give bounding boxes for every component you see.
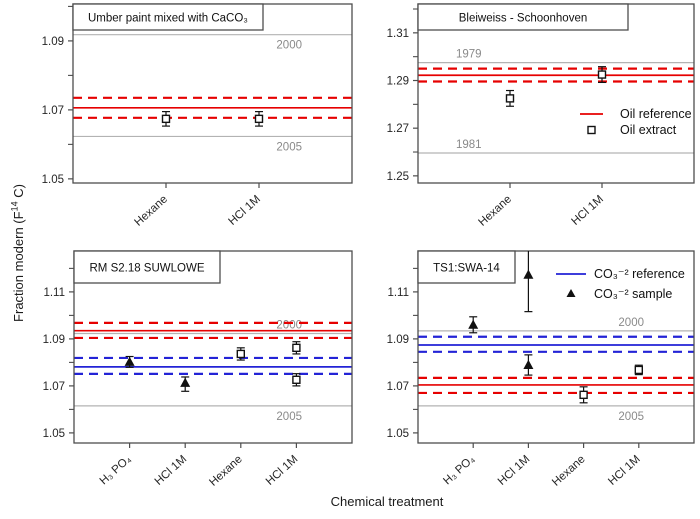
y-tick-label: 1.05: [386, 427, 409, 440]
x-tick-label: HCl 1M: [495, 453, 533, 488]
square-marker: [580, 391, 587, 398]
x-tick-label: Hexane: [476, 193, 515, 229]
y-axis-label: [10, 161, 28, 346]
panel-background: [73, 4, 352, 183]
x-tick-label: HCl 1M: [569, 193, 607, 228]
year-label: 1979: [456, 48, 482, 61]
panel-1: [387, 4, 694, 229]
square-marker: [507, 95, 514, 102]
y-tick-label: 1.11: [43, 286, 65, 299]
y-tick-label: 1.07: [41, 104, 64, 117]
y-tick-label: 1.05: [42, 427, 65, 440]
year-label: 2000: [618, 316, 644, 329]
y-tick-label: 1.09: [386, 333, 409, 346]
y-tick-label: 1.09: [41, 35, 64, 48]
y-tick-label: 1.07: [42, 380, 65, 393]
year-label: 2005: [276, 410, 302, 423]
y-tick-label: 1.11: [387, 286, 409, 299]
x-tick-label: HCl 1M: [226, 193, 264, 228]
y-tick-label: 1.27: [386, 123, 409, 136]
square-marker: [599, 71, 606, 78]
panel-2: [43, 251, 352, 489]
year-label: 1981: [456, 138, 482, 151]
x-tick-label: H₃ PO₄: [441, 453, 478, 488]
x-tick-label: HCl 1M: [263, 453, 301, 488]
square-marker: [635, 366, 642, 373]
panel-title: TS1:SWA-14: [433, 262, 500, 275]
panel-0: [42, 4, 352, 229]
year-label: 2005: [276, 141, 302, 154]
square-marker: [293, 344, 300, 351]
y-tick-label: 1.05: [41, 173, 64, 186]
y-tick-label: 1.31: [386, 27, 409, 40]
panel-background: [418, 4, 694, 183]
x-axis-label: Chemical treatment: [330, 494, 444, 509]
x-tick-label: Hexane: [550, 453, 588, 489]
square-marker: [256, 115, 263, 122]
panel-title: Bleiweiss - Schoonhoven: [458, 12, 588, 25]
y-axis-label-superscript: 14: [9, 201, 20, 212]
year-label: 2000: [276, 319, 302, 332]
legend-square-sample: [588, 127, 595, 134]
square-marker: [237, 350, 244, 357]
y-axis-label-text: Fraction modern (F: [10, 211, 26, 322]
y-axis-label-suffix: C): [10, 184, 26, 202]
x-tick-label: Hexane: [207, 453, 245, 489]
panel-title: Umber paint mixed with CaCO₃: [88, 12, 248, 25]
x-tick-label: HCl 1M: [606, 453, 643, 488]
y-tick-label: 1.07: [386, 380, 409, 393]
x-tick-label: H₃ PO₄: [97, 453, 134, 488]
legend-entry-label: Oil extract: [620, 123, 677, 137]
panel-title: RM S2.18 SUWLOWE: [89, 262, 205, 275]
legend-entry-label: Oil reference: [620, 107, 692, 121]
square-marker: [163, 115, 170, 122]
y-tick-label: 1.25: [386, 170, 409, 183]
y-tick-label: 1.29: [386, 75, 409, 88]
legend-entry-label: CO₃⁻² sample: [594, 287, 673, 301]
x-tick-label: HCl 1M: [152, 453, 190, 488]
year-label: 2005: [618, 410, 644, 423]
y-tick-label: 1.09: [42, 333, 65, 346]
panel-3: [387, 247, 694, 489]
square-marker: [293, 376, 300, 383]
x-tick-label: Hexane: [132, 193, 171, 229]
legend-entry-label: CO₃⁻² reference: [594, 267, 685, 281]
year-label: 2000: [276, 39, 302, 52]
